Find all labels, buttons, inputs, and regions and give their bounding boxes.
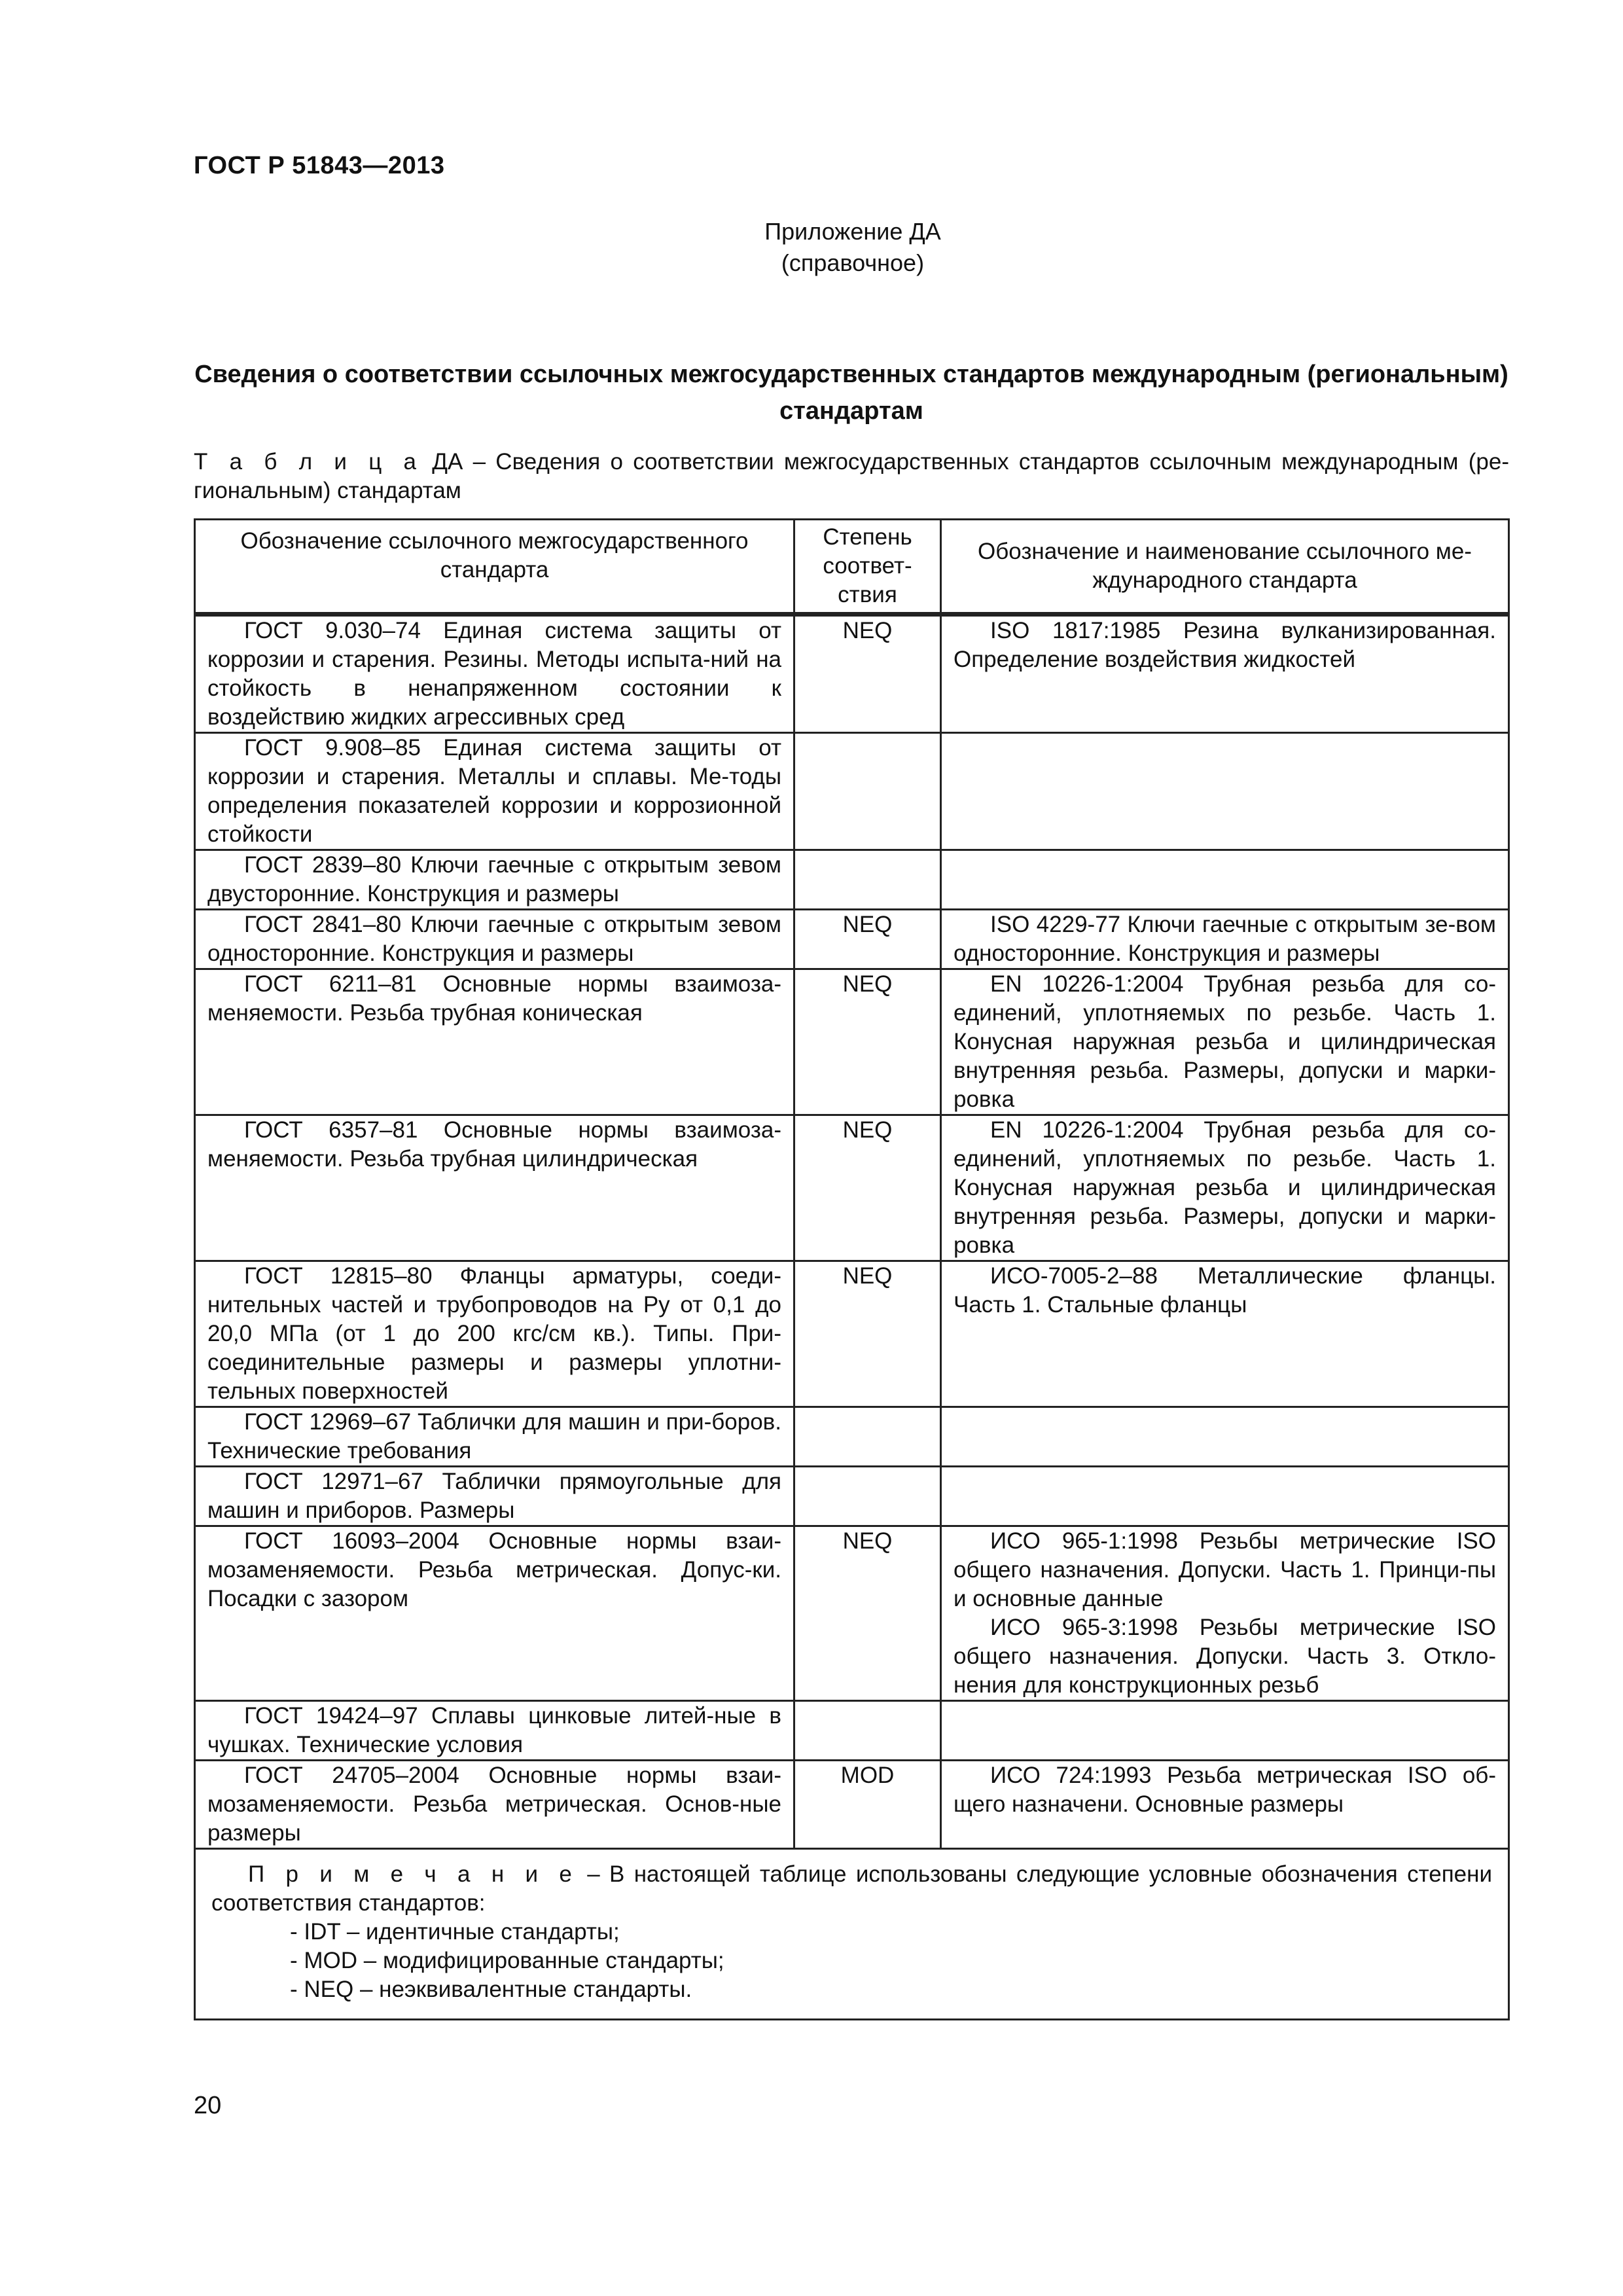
cell-intl-standard bbox=[941, 1407, 1509, 1467]
note-item: - MOD – модифицированные стандарты; bbox=[290, 1948, 724, 1973]
table-row bbox=[195, 733, 1509, 850]
appendix-heading bbox=[0, 216, 1623, 279]
cell-intl-standard bbox=[941, 969, 1509, 1115]
cell-intl-standard bbox=[941, 1701, 1509, 1761]
gost-standard-text: ГОСТ 12815–80 Фланцы арматуры, соеди-нительных частей и трубопроводов на Ру от 0,1 до 20,0 МПа (от 1 до 200 кгс/см кв.). Типы. При-соединительные размеры и размеры уплотни-тельных поверхностей bbox=[207, 1263, 781, 1404]
cell-degree: NEQ bbox=[794, 969, 941, 1115]
column-header-gost: Обозначение ссылочного межгосударственного стандарта bbox=[195, 520, 794, 615]
intl-standard-text: ИСО 965-1:1998 Резьбы метрические ISO общего назначения. Допуски. Часть 1. Принци-пы и основные данные bbox=[954, 1528, 1496, 1611]
table-row bbox=[195, 1526, 1509, 1701]
cell-degree bbox=[794, 733, 941, 850]
cell-gost-standard bbox=[195, 615, 794, 733]
cell-degree bbox=[794, 850, 941, 910]
table-caption bbox=[194, 448, 1509, 505]
gost-standard-text: ГОСТ 6357–81 Основные нормы взаимоза-меняемости. Резьба трубная цилиндрическая bbox=[207, 1117, 781, 1172]
intl-standard-text: ИСО-7005-2–88 Металлические фланцы. Часть 1. Стальные фланцы bbox=[954, 1263, 1496, 1318]
intl-standard-text: ИСО 724:1993 Резьба метрическая ISO об-щего назначени. Основные размеры bbox=[954, 1763, 1496, 1817]
table-note-row bbox=[195, 1849, 1509, 2020]
intl-standard-text: EN 10226-1:2004 Трубная резьба для со-единений, уплотняемых по резьбе. Часть 1. Конусная наружная резьба и цилиндрическая внутренняя резьба. Размеры, допуски и марки-ровка bbox=[954, 971, 1496, 1112]
cell-degree: NEQ bbox=[794, 1261, 941, 1407]
cell-intl-standard bbox=[941, 733, 1509, 850]
table-row bbox=[195, 1407, 1509, 1467]
cell-gost-standard bbox=[195, 910, 794, 969]
table-row bbox=[195, 615, 1509, 733]
cell-gost-standard bbox=[195, 1467, 794, 1526]
note-body: – В настоящей таблице использованы следующие условные обозначения степени соответствия стандартов: bbox=[211, 1861, 1492, 1916]
section-title: Сведения о соответствии ссылочных межгосударственных стандартов международным (региональным) стандартам bbox=[194, 361, 1508, 425]
note-item: - NEQ – неэквивалентные стандарты. bbox=[290, 1977, 692, 2002]
gost-standard-text: ГОСТ 2839–80 Ключи гаечные с открытым зевом двусторонние. Конструкция и размеры bbox=[207, 852, 781, 906]
gost-standard-text: ГОСТ 19424–97 Сплавы цинковые литей-ные в чушках. Технические условия bbox=[207, 1703, 781, 1757]
cell-gost-standard bbox=[195, 1761, 794, 1849]
gost-standard-text: ГОСТ 6211–81 Основные нормы взаимоза-меняемости. Резьба трубная коническая bbox=[207, 971, 781, 1026]
cell-gost-standard bbox=[195, 850, 794, 910]
intl-standard-text: EN 10226-1:2004 Трубная резьба для со-единений, уплотняемых по резьбе. Часть 1. Конусная наружная резьба и цилиндрическая внутренняя резьба. Размеры, допуски и марки-ровка bbox=[954, 1117, 1496, 1258]
table-note bbox=[195, 1849, 1509, 2020]
note-item: - IDT – идентичные стандарты; bbox=[290, 1919, 620, 1945]
table-row bbox=[195, 969, 1509, 1115]
cell-intl-standard bbox=[941, 1467, 1509, 1526]
cell-degree: MOD bbox=[794, 1761, 941, 1849]
document-code: ГОСТ Р 51843—2013 bbox=[194, 152, 445, 179]
appendix-subtitle: (справочное) bbox=[781, 249, 925, 276]
correspondence-table bbox=[194, 518, 1510, 2020]
cell-degree: NEQ bbox=[794, 615, 941, 733]
cell-intl-standard bbox=[941, 1115, 1509, 1261]
cell-gost-standard bbox=[195, 969, 794, 1115]
intl-standard-text: ISO 1817:1985 Резина вулканизированная. Определение воздействия жидкостей bbox=[954, 618, 1496, 672]
cell-degree: NEQ bbox=[794, 1526, 941, 1701]
table-caption-label: Т а б л и ц а bbox=[194, 449, 422, 475]
cell-gost-standard bbox=[195, 1407, 794, 1467]
note-label: П р и м е ч а н и е bbox=[248, 1861, 578, 1887]
appendix-title: Приложение ДА bbox=[764, 218, 941, 245]
table-row bbox=[195, 1701, 1509, 1761]
note-text bbox=[211, 1860, 1492, 1918]
page-number: 20 bbox=[194, 2092, 222, 2119]
cell-gost-standard bbox=[195, 733, 794, 850]
cell-gost-standard bbox=[195, 1526, 794, 1701]
gost-standard-text: ГОСТ 9.030–74 Единая система защиты от коррозии и старения. Резины. Методы испыта-ний на стойкость в ненапряженном состоянии к воздействию жидких агрессивных сред bbox=[207, 618, 781, 730]
cell-gost-standard bbox=[195, 1701, 794, 1761]
cell-gost-standard bbox=[195, 1261, 794, 1407]
cell-degree bbox=[794, 1407, 941, 1467]
cell-degree: NEQ bbox=[794, 910, 941, 969]
table-header-row bbox=[195, 520, 1509, 615]
column-header-degree: Степень соответ-ствия bbox=[794, 520, 941, 615]
cell-intl-standard bbox=[941, 910, 1509, 969]
cell-intl-standard bbox=[941, 1526, 1509, 1701]
cell-gost-standard bbox=[195, 1115, 794, 1261]
gost-standard-text: ГОСТ 12971–67 Таблички прямоугольные для машин и приборов. Размеры bbox=[207, 1469, 781, 1523]
table-row bbox=[195, 1115, 1509, 1261]
table-row bbox=[195, 1761, 1509, 1849]
cell-degree: NEQ bbox=[794, 1115, 941, 1261]
cell-intl-standard bbox=[941, 1261, 1509, 1407]
note-list bbox=[211, 1918, 1492, 2004]
cell-intl-standard bbox=[941, 850, 1509, 910]
gost-standard-text: ГОСТ 9.908–85 Единая система защиты от коррозии и старения. Металлы и сплавы. Ме-тоды определения показателей коррозии и коррозионной стойкости bbox=[207, 735, 781, 847]
gost-standard-text: ГОСТ 12969–67 Таблички для машин и при-боров. Технические требования bbox=[207, 1409, 781, 1463]
intl-standard-text: ISO 4229-77 Ключи гаечные с открытым зе-вом односторонние. Конструкция и размеры bbox=[954, 912, 1496, 966]
cell-intl-standard bbox=[941, 1761, 1509, 1849]
table-row bbox=[195, 1261, 1509, 1407]
gost-standard-text: ГОСТ 24705–2004 Основные нормы взаи-мозаменяемости. Резьба метрическая. Основ-ные размеры bbox=[207, 1763, 781, 1846]
gost-standard-text: ГОСТ 2841–80 Ключи гаечные с открытым зевом односторонние. Конструкция и размеры bbox=[207, 912, 781, 966]
column-header-intl: Обозначение и наименование ссылочного ме-ждународного стандарта bbox=[941, 520, 1509, 615]
table-row bbox=[195, 850, 1509, 910]
table-row bbox=[195, 910, 1509, 969]
table-caption-text: ДА – Сведения о соответствии межгосударственных стандартов ссылочным международным (ре-гиональным) стандартам bbox=[194, 449, 1509, 503]
cell-degree bbox=[794, 1467, 941, 1526]
cell-intl-standard bbox=[941, 615, 1509, 733]
gost-standard-text: ГОСТ 16093–2004 Основные нормы взаи-мозаменяемости. Резьба метрическая. Допус-ки. Посадки с зазором bbox=[207, 1528, 781, 1611]
table-body bbox=[195, 615, 1509, 2020]
cell-degree bbox=[794, 1701, 941, 1761]
table-row bbox=[195, 1467, 1509, 1526]
intl-standard-text: ИСО 965-3:1998 Резьбы метрические ISO общего назначения. Допуски. Часть 3. Откло-нения для конструкционных резьб bbox=[954, 1615, 1496, 1698]
